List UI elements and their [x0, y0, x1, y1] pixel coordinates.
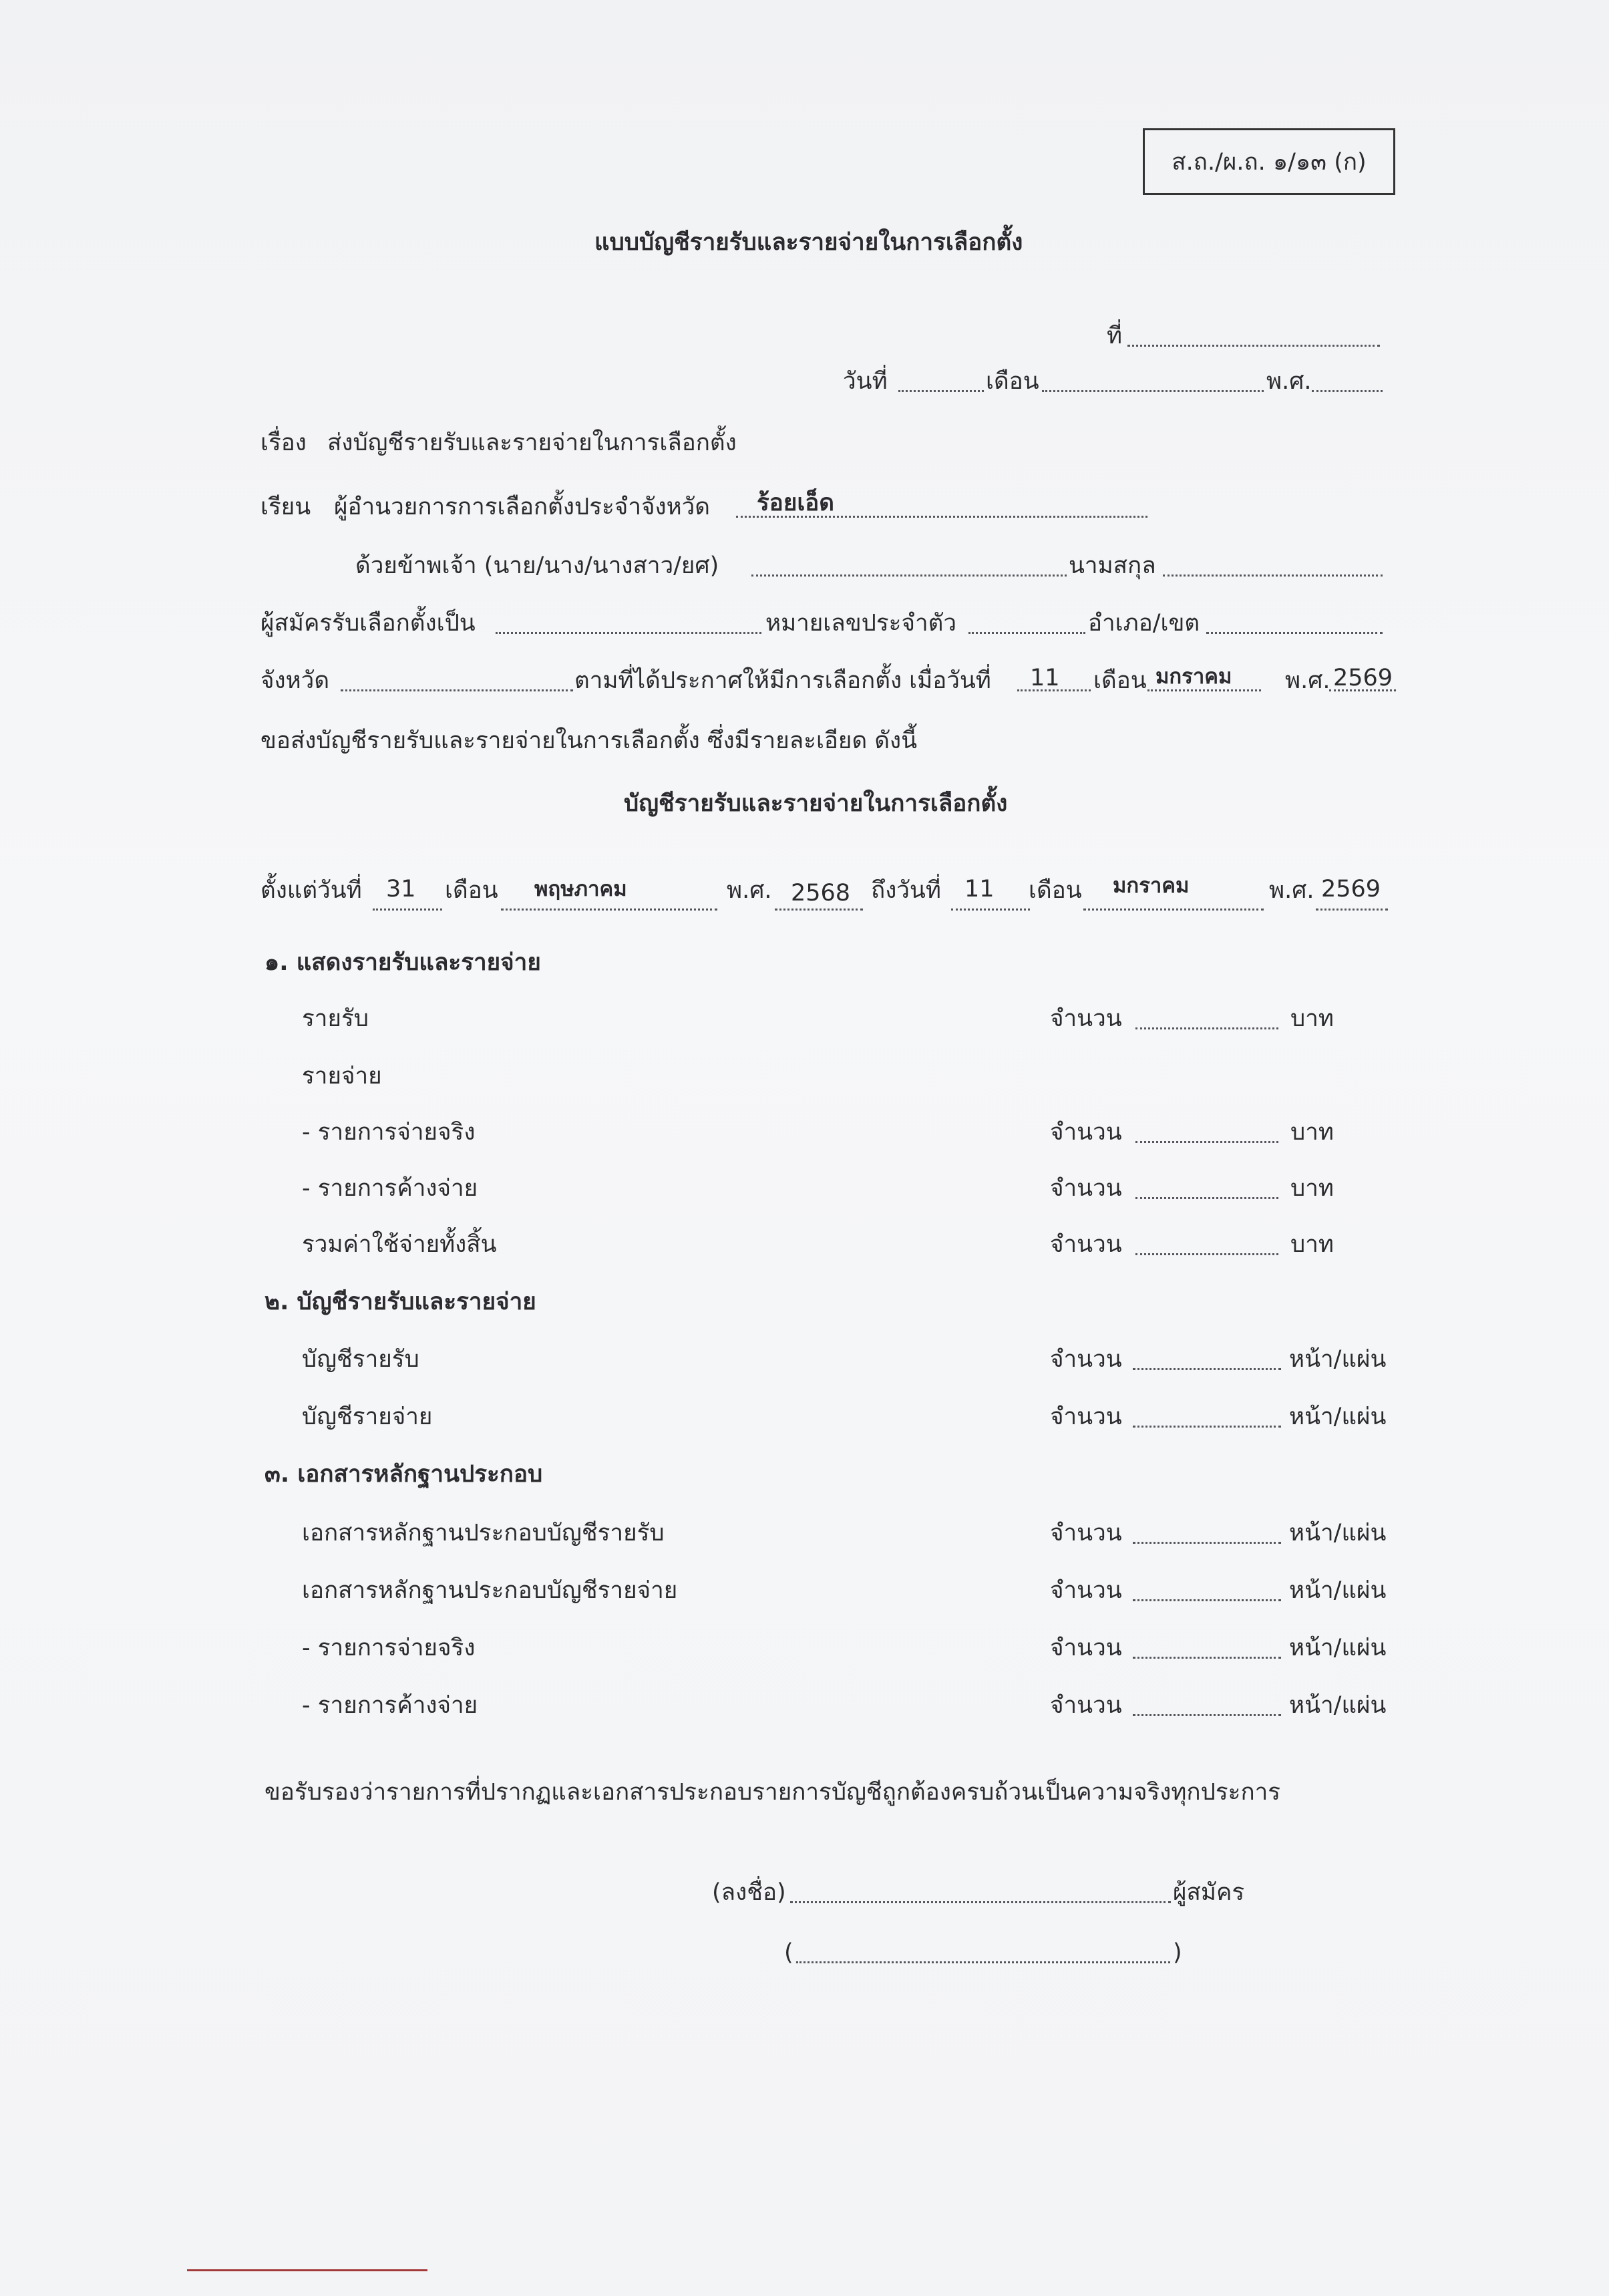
sign-label: (ลงชื่อ): [712, 1879, 786, 1906]
candidate-label: ผู้สมัครรับเลือกตั้งเป็น: [260, 610, 476, 637]
ref-blank[interactable]: [1127, 345, 1380, 347]
province-blank[interactable]: [341, 689, 573, 691]
period-to-label: ถึงวันที่: [871, 877, 941, 904]
subject-text: ส่งบัญชีรายรับและรายจ่ายในการเลือกตั้ง: [327, 430, 737, 456]
date-year-blank[interactable]: [1312, 390, 1383, 392]
period-from-year-blank[interactable]: [775, 909, 863, 911]
s1-actual-label: - รายการจ่ายจริง: [302, 1119, 476, 1146]
printed-name-blank[interactable]: [796, 1961, 1170, 1963]
s1-outstanding-blank[interactable]: [1135, 1197, 1278, 1199]
period-from-day-blank[interactable]: [373, 909, 442, 911]
s2-expense-amount-label: จำนวน: [1050, 1404, 1122, 1430]
s2-expense-unit: หน้า/แผ่น: [1289, 1404, 1387, 1430]
province-label: จังหวัด: [260, 667, 330, 694]
s3-actual-label: - รายการจ่ายจริง: [302, 1635, 476, 1661]
period-from-month-blank[interactable]: [501, 909, 717, 911]
period-to-day-blank[interactable]: [951, 909, 1030, 911]
s3-expense-docs-unit: หน้า/แผ่น: [1289, 1577, 1387, 1604]
body-line4: ขอส่งบัญชีรายรับและรายจ่ายในการเลือกตั้ง ซึ่งมีรายละเอียด ดังนี้: [260, 727, 918, 754]
announce-month: มกราคม: [1155, 665, 1232, 689]
period-from-month: พฤษภาคม: [534, 877, 627, 901]
s2-income-amount-label: จำนวน: [1050, 1346, 1122, 1373]
surname-blank[interactable]: [1163, 575, 1383, 577]
s3-actual-amount-label: จำนวน: [1050, 1635, 1122, 1661]
period-month-label-1: เดือน: [445, 877, 498, 904]
body-line1-prefix: ด้วยข้าพเจ้า (นาย/นาง/นางสาว/ยศ): [355, 552, 719, 579]
s3-expense-docs-label: เอกสารหลักฐานประกอบบัญชีรายจ่าย: [302, 1577, 678, 1604]
period-to-month-blank[interactable]: [1083, 909, 1264, 911]
s1-actual-blank[interactable]: [1135, 1141, 1278, 1143]
s1-total-blank[interactable]: [1135, 1253, 1278, 1255]
s1-income-amount-label: จำนวน: [1050, 1005, 1122, 1032]
s3-income-docs-blank[interactable]: [1133, 1542, 1281, 1544]
period-to-year: 2569: [1321, 876, 1381, 903]
s1-total-label: รวมค่าใช้จ่ายทั้งสิ้น: [302, 1231, 497, 1258]
s3-outstanding-blank[interactable]: [1133, 1714, 1281, 1716]
s2-expense-account-label: บัญชีรายจ่าย: [302, 1404, 433, 1430]
announce-year: 2569: [1333, 665, 1393, 691]
date-year-label: พ.ศ.: [1266, 368, 1312, 395]
period-to-year-blank[interactable]: [1316, 909, 1388, 911]
s3-actual-blank[interactable]: [1133, 1657, 1281, 1659]
s3-actual-unit: หน้า/แผ่น: [1289, 1635, 1387, 1661]
s3-outstanding-unit: หน้า/แผ่น: [1289, 1692, 1387, 1719]
period-month-label-2: เดือน: [1029, 877, 1082, 904]
s1-total-amount-label: จำนวน: [1050, 1231, 1122, 1258]
s3-outstanding-label: - รายการค้างจ่าย: [302, 1692, 478, 1719]
form-title: แบบบัญชีรายรับและรายจ่ายในการเลือกตั้ง: [594, 229, 1023, 256]
paren-close: ): [1173, 1939, 1182, 1966]
ref-label: ที่: [1107, 323, 1123, 349]
s3-income-docs-amount-label: จำนวน: [1050, 1520, 1122, 1546]
s3-outstanding-amount-label: จำนวน: [1050, 1692, 1122, 1719]
form-code: ส.ถ./ผ.ถ. ๑/๑๓ (ก): [1172, 148, 1367, 176]
s1-income-unit: บาท: [1290, 1005, 1334, 1032]
section-title: บัญชีรายรับและรายจ่ายในการเลือกตั้ง: [624, 790, 1008, 817]
s2-income-blank[interactable]: [1133, 1368, 1281, 1370]
section1-title: ๑. แสดงรายรับและรายจ่าย: [264, 949, 541, 976]
announce-year-label: พ.ศ.: [1285, 667, 1330, 694]
period-from-day: 31: [386, 876, 416, 903]
s1-actual-unit: บาท: [1290, 1119, 1334, 1146]
s1-outstanding-unit: บาท: [1290, 1175, 1334, 1202]
s2-income-account-label: บัญชีรายรับ: [302, 1346, 419, 1373]
date-month-blank[interactable]: [1042, 390, 1264, 392]
period-from-year: 2568: [791, 880, 851, 907]
signature-blank[interactable]: [790, 1901, 1171, 1903]
period-to-month: มกราคม: [1113, 874, 1190, 898]
surname-label: นามสกุล: [1069, 552, 1156, 579]
s2-income-unit: หน้า/แผ่น: [1289, 1346, 1387, 1373]
paren-open: (: [784, 1939, 793, 1966]
s3-expense-docs-amount-label: จำนวน: [1050, 1577, 1122, 1604]
subject-label: เรื่อง: [260, 430, 307, 456]
s1-actual-amount-label: จำนวน: [1050, 1119, 1122, 1146]
section2-title: ๒. บัญชีรายรับและรายจ่าย: [264, 1289, 536, 1315]
name-blank[interactable]: [751, 575, 1067, 577]
section3-title: ๓. เอกสารหลักฐานประกอบ: [264, 1461, 543, 1488]
bottom-edge-rule: [187, 2269, 427, 2271]
district-blank[interactable]: [1206, 632, 1383, 634]
period-year-label-2: พ.ศ.: [1269, 877, 1314, 904]
s1-expense-label: รายจ่าย: [302, 1063, 382, 1090]
date-day-label: วันที่: [843, 368, 888, 395]
form-code-box: [1143, 128, 1395, 195]
candidate-blank[interactable]: [496, 632, 761, 634]
announce-text: ตามที่ได้ประกาศให้มีการเลือกตั้ง เมื่อวันที่: [574, 667, 991, 694]
id-number-label: หมายเลขประจำตัว: [765, 610, 956, 637]
signer-role: ผู้สมัคร: [1173, 1879, 1245, 1906]
s3-expense-docs-blank[interactable]: [1133, 1599, 1281, 1601]
id-number-blank[interactable]: [968, 632, 1085, 634]
period-year-label-1: พ.ศ.: [727, 877, 772, 904]
s3-income-docs-label: เอกสารหลักฐานประกอบบัญชีรายรับ: [302, 1520, 665, 1546]
s1-income-blank[interactable]: [1135, 1027, 1278, 1029]
certify-text: ขอรับรองว่ารายการที่ปรากฏและเอกสารประกอบรายการบัญชีถูกต้องครบถ้วนเป็นความจริงทุกประการ: [264, 1779, 1281, 1806]
s1-outstanding-label: - รายการค้างจ่าย: [302, 1175, 478, 1202]
to-label: เรียน: [260, 494, 311, 520]
to-province-value: ร้อยเอ็ด: [757, 490, 835, 516]
district-label: อำเภอ/เขต: [1088, 610, 1200, 637]
s3-income-docs-unit: หน้า/แผ่น: [1289, 1520, 1387, 1546]
date-day-blank[interactable]: [898, 390, 984, 392]
announce-day: 11: [1030, 665, 1060, 691]
s2-expense-blank[interactable]: [1133, 1426, 1281, 1428]
announce-month-label: เดือน: [1093, 667, 1147, 694]
period-to-day: 11: [964, 876, 995, 903]
s1-total-unit: บาท: [1290, 1231, 1334, 1258]
to-text: ผู้อำนวยการการเลือกตั้งประจำจังหวัด: [334, 494, 711, 520]
period-from-label: ตั้งแต่วันที่: [260, 877, 362, 904]
s1-income-label: รายรับ: [302, 1005, 369, 1032]
s1-outstanding-amount-label: จำนวน: [1050, 1175, 1122, 1202]
date-month-label: เดือน: [986, 368, 1039, 395]
